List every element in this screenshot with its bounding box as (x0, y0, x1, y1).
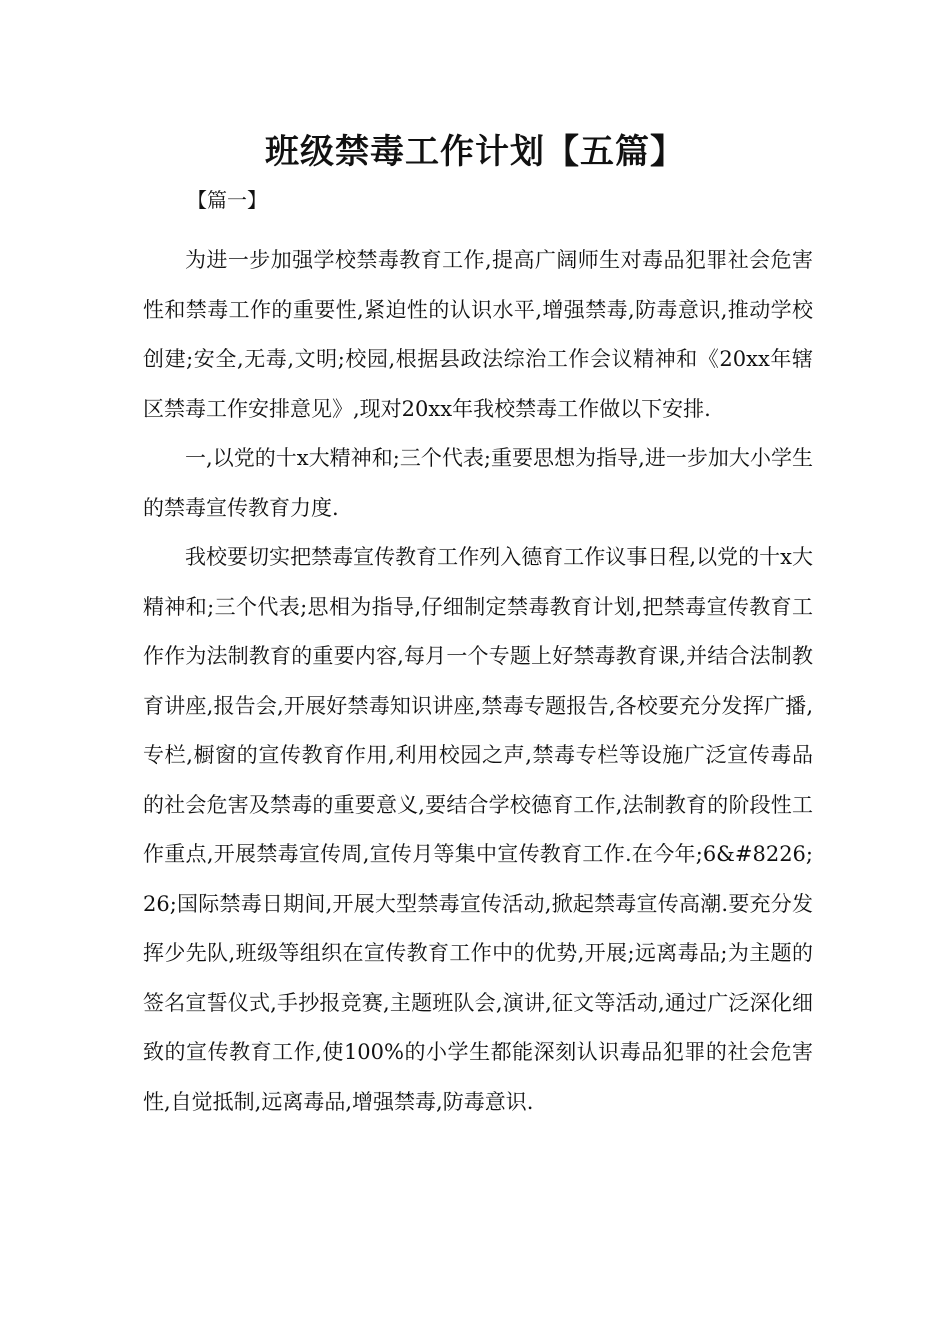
paragraph-point-one: 一,以党的十x大精神和;三个代表;重要思想为指导,进一步加大小学生的禁毒宣传教育力度. (143, 446, 813, 520)
paragraph-details: 我校要切实把禁毒宣传教育工作列入德育工作议事日程,以党的十x大精神和;三个代表;思相为指导,仔细制定禁毒教育计划,把禁毒宣传教育工作作为法制教育的重要内容,每月一个专题上好禁毒教育课,并结合法制教育讲座,报告会,开展好禁毒知识讲座,禁毒专题报告,各校要充分发挥广播,专栏,橱窗的宣传教育作用,利用校园之声,禁毒专栏等设施广泛宣传毒品的社会危害及禁毒的重要意义,要结合学校德育工作,法制教育的阶段性工作重点,开展禁毒宣传周,宣传月等集中宣传教育工作.在今年;6&#8226;26;国际禁毒日期间,开展大型禁毒宣传活动,掀起禁毒宣传高潮.要充分发挥少先队,班级等组织在宣传教育工作中的优势,开展;远离毒品;为主题的签名宣誓仪式,手抄报竞赛,主题班队会,演讲,征文等活动,通过广泛深化细致的宣传教育工作,使100%的小学生都能深刻认识毒品犯罪的社会危害性,自觉抵制,远离毒品,增强禁毒,防毒意识. (143, 545, 813, 1114)
paragraph-intro: 为进一步加强学校禁毒教育工作,提高广阔师生对毒品犯罪社会危害性和禁毒工作的重要性,紧迫性的认识水平,增强禁毒,防毒意识,推动学校创建;安全,无毒,文明;校园,根据县政法综治工作会议精神和《20xx年辖区禁毒工作安排意见》,现对20xx年我校禁毒工作做以下安排. (143, 248, 813, 421)
document-body (143, 236, 813, 1127)
section-label: 【篇一】 (187, 188, 267, 212)
document-title: 班级禁毒工作计划【五篇】 (265, 132, 685, 172)
